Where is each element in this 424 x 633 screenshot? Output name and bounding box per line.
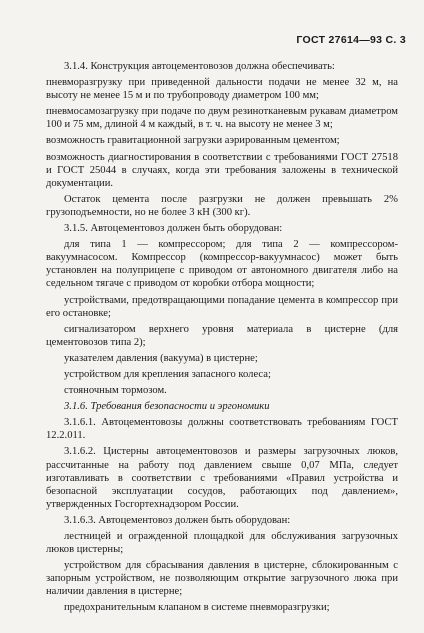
paragraph: 3.1.6.3. Автоцементовоз должен быть оборудован:	[64, 514, 291, 526]
paragraph: устройствами, предотвращающими попадание цемента в компрессор при его остановке;	[46, 294, 398, 319]
paragraph: возможность гравитационной загрузки аэрированным цементом;	[46, 135, 340, 147]
paragraph: лестницей и огражденной площадкой для обслуживания загрузочных люков цистерны;	[46, 531, 398, 556]
paragraph: 3.1.6.2. Цистерны автоцементовозов и размеры загрузочных люков, рассчитанные на работу под давлением свыше 0,07 МПа, следует изготавливать в соответствии с требованиями «Правил устройства и безопасной эксплуатации сосудов, работающих под давлением», утвержденных Госгортехнадзором России.	[46, 446, 398, 510]
page-header: ГОСТ 27614—93 С. 3	[296, 34, 406, 46]
paragraph: возможность диагностирования в соответствии с требованиями ГОСТ 27518 и ГОСТ 25044 в случаях, когда эти требования заложены в технической документации.	[46, 151, 398, 189]
paragraph: сигнализатором верхнего уровня материала в цистерне (для цементовозов типа 2);	[46, 323, 398, 348]
paragraph: устройством для сбрасывания давления в цистерне, сблокированным с запорным устройством, не позволяющим открытие загрузочного люка при наличии давления в цистерне;	[46, 560, 398, 598]
paragraph: указателем давления (вакуума) в цистерне;	[64, 352, 258, 364]
paragraph: устройством для крепления запасного колеса;	[64, 368, 271, 380]
paragraph: 3.1.6. Требования безопасности и эргономики	[64, 401, 270, 413]
paragraph: пневмосамозагрузку при подаче по двум резинотканевым рукавам диаметром 100 и 75 мм, длиной 4 м каждый, в т. ч. на высоту не менее 3 м;	[46, 106, 398, 131]
paragraph: 3.1.4. Конструкция автоцементовозов должна обеспечивать:	[64, 61, 335, 72]
paragraph: для типа 1 — компрессором; для типа 2 — компрессором-вакуумнасосом. Компрессор (компрессор-вакуумнасос) может быть установлен на полуприцепе с приводом от автономного двигателя либо на седельном тягаче с приводом от коробки отбора мощности;	[46, 239, 398, 290]
paragraph: стояночным тормозом.	[64, 385, 167, 397]
paragraph: пневморазгрузку при приведенной дальности подачи не менее 32 м, на высоту не менее 15 м и по трубопроводу диаметром 100 мм;	[46, 77, 398, 102]
document-body	[46, 60, 398, 615]
paragraph: 3.1.5. Автоцементовоз должен быть оборудован:	[64, 223, 283, 235]
paragraph: предохранительным клапаном в системе пневморазгрузки;	[64, 602, 330, 614]
paragraph: 3.1.6.1. Автоцементовозы должны соответствовать требованиям ГОСТ 12.2.011.	[46, 417, 398, 442]
paragraph: Остаток цемента после разгрузки не должен превышать 2% грузоподъемности, но не более 3 кН (300 кг).	[46, 193, 398, 218]
